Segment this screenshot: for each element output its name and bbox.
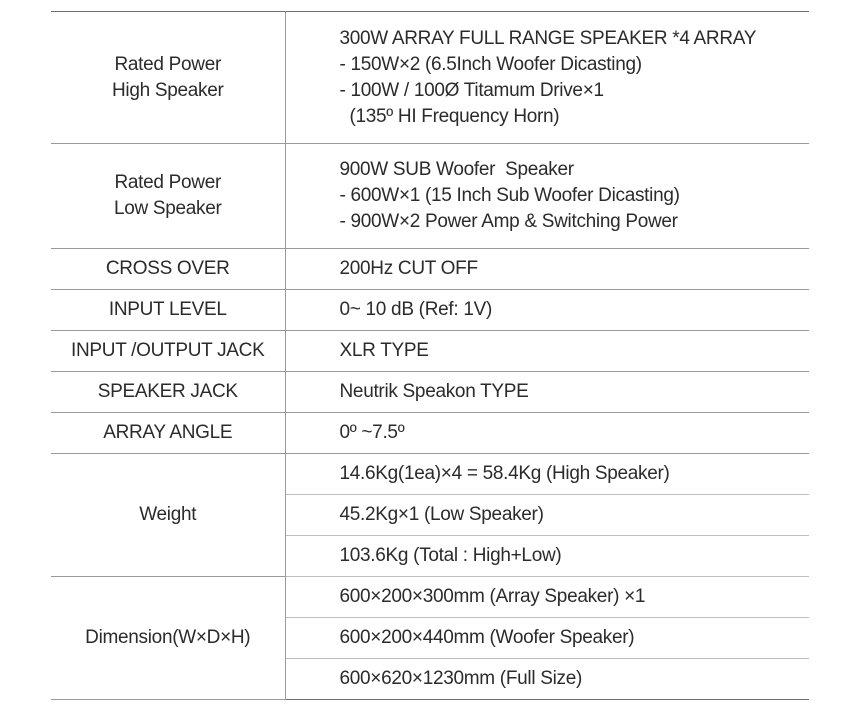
spec-value: 0~ 10 dB (Ref: 1V) bbox=[285, 290, 809, 331]
spec-row-array-angle bbox=[51, 413, 809, 454]
spec-value: 0º ~7.5º bbox=[285, 413, 809, 454]
spec-table bbox=[51, 11, 809, 700]
value-line: - 150W×2 (6.5Inch Woofer Dicasting) bbox=[339, 53, 642, 75]
label-line: Rated Power bbox=[114, 53, 222, 75]
spec-label bbox=[51, 144, 285, 249]
value-line: - 900W×2 Power Amp & Switching Power bbox=[339, 211, 678, 232]
value-line: - 600W×1 (15 Inch Sub Woofer Dicasting) bbox=[339, 185, 680, 206]
spec-value: 600×200×440mm (Woofer Speaker) bbox=[285, 618, 809, 659]
spec-row-speaker-jack bbox=[51, 372, 809, 413]
spec-row-rated-power-low bbox=[51, 144, 809, 249]
spec-value bbox=[285, 144, 809, 249]
spec-label: INPUT /OUTPUT JACK bbox=[51, 331, 285, 372]
spec-label: ARRAY ANGLE bbox=[51, 413, 285, 454]
spec-value: 14.6Kg(1ea)×4 = 58.4Kg (High Speaker) bbox=[285, 454, 809, 495]
value-line: (135º HI Frequency Horn) bbox=[339, 105, 560, 127]
label-line: Low Speaker bbox=[113, 198, 222, 219]
spec-label: Dimension(W×D×H) bbox=[51, 577, 285, 700]
spec-value: 600×620×1230mm (Full Size) bbox=[285, 659, 809, 700]
spec-value: XLR TYPE bbox=[285, 331, 809, 372]
spec-label: Weight bbox=[51, 454, 285, 577]
spec-value: 45.2Kg×1 (Low Speaker) bbox=[285, 495, 809, 536]
spec-row-cross-over bbox=[51, 249, 809, 290]
spec-label: SPEAKER JACK bbox=[51, 372, 285, 413]
spec-label: INPUT LEVEL bbox=[51, 290, 285, 331]
spec-label: CROSS OVER bbox=[51, 249, 285, 290]
spec-value: 200Hz CUT OFF bbox=[285, 249, 809, 290]
value-line: 300W ARRAY FULL RANGE SPEAKER *4 ARRAY bbox=[339, 27, 757, 49]
spec-row-io-jack bbox=[51, 331, 809, 372]
spec-row-weight bbox=[51, 454, 809, 495]
label-line: High Speaker bbox=[111, 79, 224, 101]
spec-row-dimension bbox=[51, 577, 809, 618]
label-line: Rated Power bbox=[114, 172, 222, 193]
spec-value: Neutrik Speakon TYPE bbox=[285, 372, 809, 413]
spec-value: 600×200×300mm (Array Speaker) ×1 bbox=[285, 577, 809, 618]
spec-row-rated-power-high bbox=[51, 12, 809, 144]
spec-row-input-level bbox=[51, 290, 809, 331]
value-line: 900W SUB Woofer Speaker bbox=[339, 159, 574, 180]
spec-label bbox=[51, 12, 285, 144]
spec-value: 103.6Kg (Total : High+Low) bbox=[285, 536, 809, 577]
spec-value bbox=[285, 12, 809, 144]
value-line: - 100W / 100Ø Titamum Drive×1 bbox=[339, 79, 604, 101]
